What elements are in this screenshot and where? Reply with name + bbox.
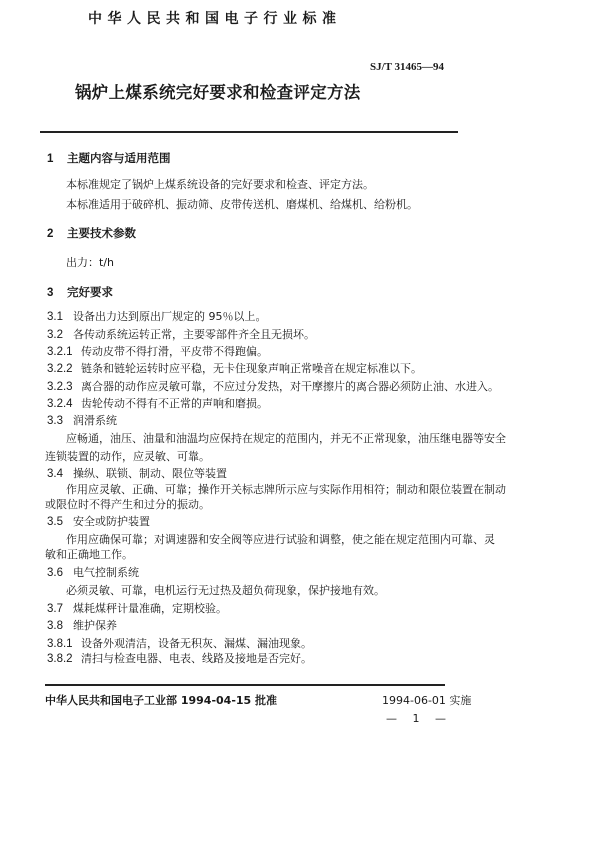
clause-3-3-paragraph: 连锁装置的动作，应灵敏、可靠。 bbox=[45, 450, 210, 463]
standard-code: SJ/T 31465—94 bbox=[370, 61, 445, 73]
clause-3-2: 3.2 各传动系统运转正常，主要零部件齐全且无损坏。 bbox=[47, 328, 315, 341]
clause-3-4-paragraph: 作用应灵敏、正确、可靠；操作开关标志牌所示应与实际作用相符；制动和限位装置在制动 bbox=[66, 483, 506, 496]
clause-3-2-2: 3.2.2 链条和链轮运转时应平稳，无卡住现象声响正常噪音在规定标准以下。 bbox=[47, 362, 422, 375]
approval-note: 中华人民共和国电子工业部 1994-04-15 批准 bbox=[45, 694, 278, 707]
section-1-paragraph: 本标准规定了锅炉上煤系统设备的完好要求和检查、评定方法。 bbox=[66, 178, 374, 191]
footer-divider bbox=[45, 684, 445, 686]
clause-3-2-1: 3.2.1 传动皮带不得打滑，平皮带不得跑偏。 bbox=[47, 345, 268, 358]
header-divider bbox=[40, 131, 458, 133]
section-2-heading: 2 主要技术参数 bbox=[47, 226, 136, 240]
standard-body: 中华人民共和国电子行业标准 bbox=[88, 11, 342, 27]
clause-3-4-paragraph: 或限位时不得产生和过分的振动。 bbox=[45, 498, 210, 511]
clause-3-5-paragraph: 敏和正确地工作。 bbox=[45, 548, 133, 561]
clause-3-8-2: 3.8.2 清扫与检查电器、电表、线路及接地是否完好。 bbox=[47, 652, 312, 665]
clause-3-6: 3.6 电气控制系统 bbox=[47, 566, 139, 579]
clause-3-3-paragraph: 应畅通，油压、油量和油温均应保持在规定的范围内，并无不正常现象，油压继电器等安全 bbox=[66, 432, 506, 445]
section-1-paragraph: 本标准适用于破碎机、振动筛、皮带传送机、磨煤机、给煤机、给粉机。 bbox=[66, 198, 418, 211]
clause-3-5-paragraph: 作用应确保可靠；对调速器和安全阀等应进行试验和调整，使之能在规定范围内可靠、灵 bbox=[66, 533, 495, 546]
clause-3-2-4: 3.2.4 齿轮传动不得有不正常的声响和磨损。 bbox=[47, 397, 268, 410]
document-title: 锅炉上煤系统完好要求和检查评定方法 bbox=[75, 83, 361, 102]
section-3-heading: 3 完好要求 bbox=[47, 285, 113, 299]
section-1-heading: 1 主题内容与适用范围 bbox=[47, 151, 171, 165]
clause-3-6-paragraph: 必须灵敏、可靠，电机运行无过热及超负荷现象，保护接地有效。 bbox=[66, 584, 385, 597]
section-2-paragraph: 出力：t/h bbox=[66, 256, 114, 269]
clause-3-2-3: 3.2.3 离合器的动作应灵敏可靠，不应过分发热，对干摩擦片的离合器必须防止油、水进入。 bbox=[47, 380, 499, 393]
clause-3-8: 3.8 维护保养 bbox=[47, 619, 117, 632]
clause-3-7: 3.7 煤耗煤秤计量准确，定期校验。 bbox=[47, 602, 227, 615]
clause-3-4: 3.4 操纵、联锁、制动、限位等装置 bbox=[47, 467, 227, 480]
clause-3-3: 3.3 润滑系统 bbox=[47, 414, 117, 427]
effective-date: 1994-06-01 实施 bbox=[382, 694, 472, 707]
clause-3-8-1: 3.8.1 设备外观清洁，设备无积灰、漏煤、漏油现象。 bbox=[47, 637, 312, 650]
page-number: — 1 — bbox=[386, 712, 452, 725]
clause-3-5: 3.5 安全或防护装置 bbox=[47, 515, 150, 528]
clause-3-1: 3.1 设备出力达到原出厂规定的 95％以上。 bbox=[47, 310, 267, 323]
